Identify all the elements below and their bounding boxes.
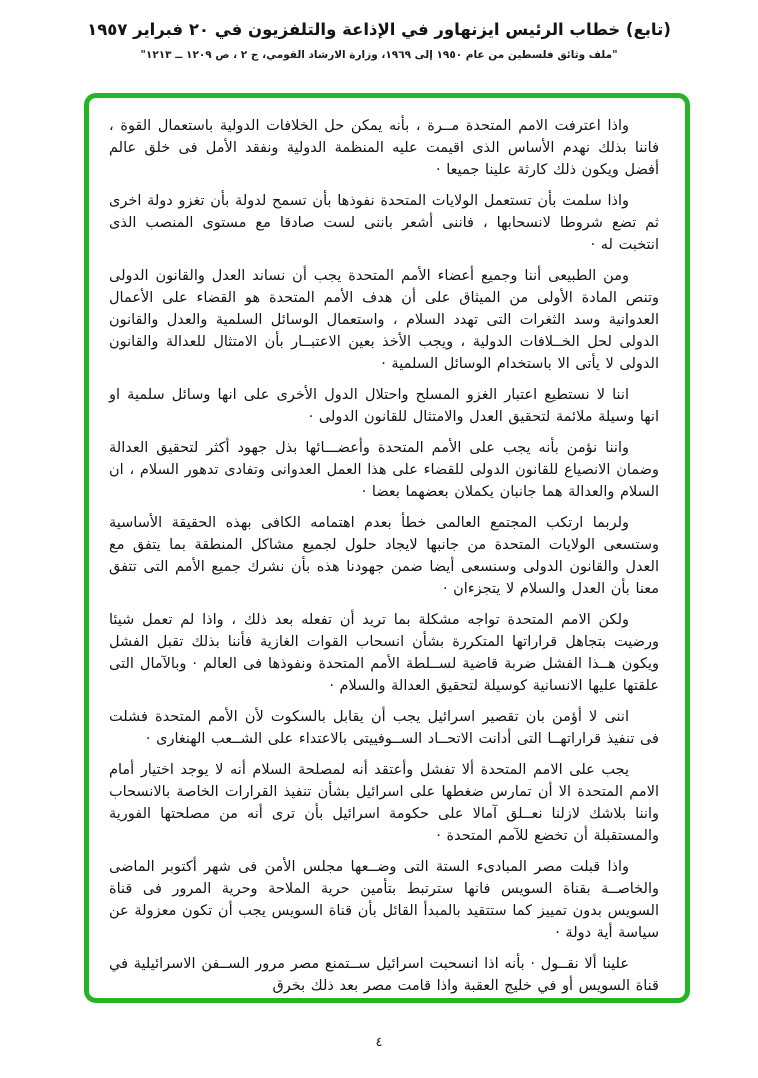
body-paragraph: علينا ألا نقــول · بأنه اذا انسحبت اسرائيل ســتمنع مصر مرور الســفن الاسرائيلية في قناة السويس أو في خليج العقبة واذا قامت مصر بعد ذلك بخرق bbox=[109, 956, 659, 994]
body-paragraph: واذا اعترفت الامم المتحدة مــرة ، بأنه يمكن حل الخلافات الدولية باستعمال القوة ، فاننا بذلك نهدم الأساس الذى اقيمت عليه المنظمة الدولية ونفقد الأمل فى خلق عالم أفضل ويكون ذلك كارثة علينا جميعا · bbox=[109, 118, 659, 178]
body-paragraph: ولكن الامم المتحدة تواجه مشكلة بما تريد أن تفعله بعد ذلك ، واذا لم تعمل شيئا ورضيت بتجاهل قراراتها المتكررة بشأن انسحاب القوات الغازية فأننا بذلك تقبل الفشل ويكون هــذا الفشل ضربة قاضية لســلطة الأمم المتحدة ونفوذها فى العالم · وبالآمال التى علقتها عليها الانسانية كوسيلة لتحقيق العدالة والسلام · bbox=[109, 612, 659, 694]
page-number: ٤ bbox=[375, 1035, 383, 1050]
body-paragraph: اننى لا أؤمن بان تقصير اسرائيل يجب أن يقابل بالسكوت لأن الأمم المتحدة فشلت فى تنفيذ قراراتهــا التى أدانت الاتحــاد الســوفييتى بالاعتداء على الشــعب الهنغارى · bbox=[109, 709, 659, 747]
body-paragraph: واذا سلمت بأن تستعمل الولايات المتحدة نفوذها بأن تسمح لدولة بأن تغزو دولة اخرى ثم تضع شروطا لانسحابها ، فاننى أشعر باننى لست صادقا مع مستوى المنصب الذى انتخبت له · bbox=[109, 193, 659, 253]
document-title: (تابع) خطاب الرئيس ايزنهاور في الإذاعة والتلفزيون في ٢٠ فبراير ١٩٥٧ bbox=[87, 20, 671, 39]
body-paragraph: ومن الطبيعى أننا وجميع أعضاء الأمم المتحدة يجب أن نساند العدل والقانون الدولى وتنص المادة الأولى من الميثاق على أن هدف الأمم المتحدة هو القضاء على الأعمال العدوانية وسد الثغرات التى تهدد السلام ، واستعمال الوسائل السلمية والعدل والقانون الدولى لحل الخــلافات الدولية ، ويجب الأخذ بعين الاعتبــار بأن الامتثال للعدالة والقانون الدولى لا يأتى الا باستخدام الوسائل السلمية · bbox=[109, 268, 659, 372]
document-source-citation: "ملف وثائق فلسطين من عام ١٩٥٠ إلى ١٩٦٩، وزارة الارشاد القومي، ج ٢ ، ص ١٢٠٩ ــ ١٢١٣" bbox=[140, 49, 618, 61]
body-paragraph: يجب على الامم المتحدة ألا تفشل وأعتقد أنه لمصلحة السلام أنه لا يوجد اختيار أمام الامم المتحدة الا أن تمارس ضغطها على اسرائيل بشأن تنفيذ القرارات الخاصة بالانسحاب واننا بلاشك لازلنا نعــلق آمالا على حكومة اسرائيل بأن ترى أنه من مصلحتها الفورية والمستقبلة أن تخضع للآمم المتحدة · bbox=[109, 762, 659, 844]
body-paragraph: اننا لا نستطيع اعتبار الغزو المسلح واحتلال الدول الأخرى على انها وسائل سلمية او انها وسيلة ملائمة لتحقيق العدل والامتثال للقانون الدولى · bbox=[109, 387, 659, 425]
body-paragraph: واننا نؤمن بأنه يجب على الأمم المتحدة وأعضـــائها بذل جهود أكثر لتحقيق العدالة وضمان الانصياع للقانون الدولى للقضاء على هذا العمل العدوانى وتفادى تدهور السلام ، ان السلام والعدالة هما جانبان يكملان بعضهما بعضا · bbox=[109, 440, 659, 500]
content-frame bbox=[84, 93, 690, 1003]
document-header bbox=[0, 18, 758, 63]
body-paragraph: واذا قبلت مصر المبادىء الستة التى وضــعها مجلس الأمن فى شهر أكتوبر الماضى والخاصــة بقناة السويس فانها سترتبط بتأمين حرية الملاحة وحرية المرور فى قناة السويس بدون تمييز كما ستتقيد بالمبدأ القائل بأن قناة السويس يجب أن تكون معزولة عن سياسة أية دولة · bbox=[109, 859, 659, 941]
body-paragraph: ولربما ارتكب المجتمع العالمى خطأ بعدم اهتمامه الكافى بهذه الحقيقة الأساسية وستسعى الولايات المتحدة من جانبها لايجاد حلول لجميع مشاكل المنطقة بما يتفق مع العدل والقانون الدولى وسنسعى أيضا ضمن جهودنا هذه بأن نشرك جميع الأمم التى تتفق معنا بأن العدل والسلام لا يتجزءان · bbox=[109, 515, 659, 597]
